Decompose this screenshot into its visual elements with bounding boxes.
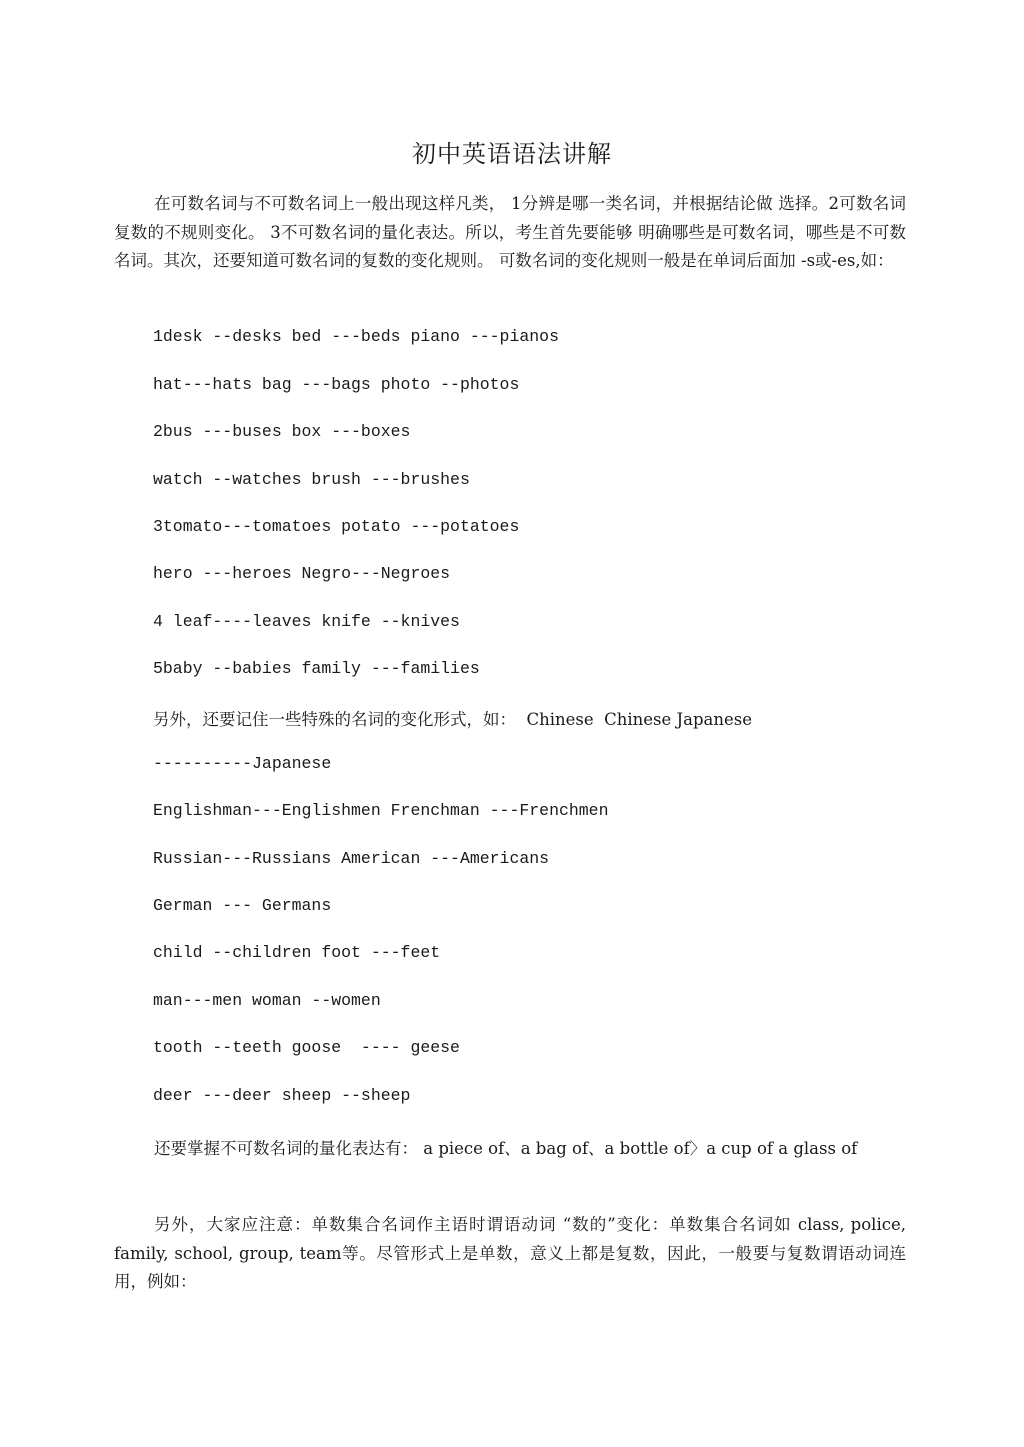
example-line: deer ---deer sheep --sheep: [153, 1086, 411, 1105]
example-line: Russian---Russians American ---Americans: [153, 849, 550, 868]
quantity-paragraph: 还要掌握不可数名词的量化表达有： a piece of、a bag of、a bottle of〉a cup of a glass of: [154, 1139, 858, 1158]
example-line: watch --watches brush ---brushes: [153, 470, 470, 489]
example-line: ----------Japanese: [153, 754, 332, 773]
special-forms-intro: 另外，还要记住一些特殊的名词的变化形式，如： Chinese Chinese Japanese: [153, 710, 753, 729]
example-line: 3tomato---tomatoes potato ---potatoes: [153, 517, 520, 536]
example-line: tooth --teeth goose ---- geese: [153, 1038, 460, 1057]
collective-noun-paragraph: 另外，大家应注意：单数集合名词作主语时谓语动词 “数的”变化：单数集合名词如 class, police, family, school, group, team等。尽管形式上是单数，意义上都是复数，因此，一般要与复数谓语动词连用，例如：: [114, 1215, 906, 1291]
example-line: 4 leaf----leaves knife --knives: [153, 612, 460, 631]
document-title: 初中英语语法讲解: [412, 140, 612, 168]
example-line: hat---hats bag ---bags photo --photos: [153, 375, 520, 394]
example-line: Englishman---Englishmen Frenchman ---Frenchmen: [153, 801, 609, 820]
example-line: man---men woman --women: [153, 991, 381, 1010]
example-line: 5baby --babies family ---families: [153, 659, 480, 678]
example-line: hero ---heroes Negro---Negroes: [153, 564, 451, 583]
example-line: German --- Germans: [153, 896, 332, 915]
example-line: 1desk --desks bed ---beds piano ---pianos: [153, 327, 559, 346]
example-line: child --children foot ---feet: [153, 943, 441, 962]
intro-paragraph: 在可数名词与不可数名词上一般出现这样凡类， 1分辨是哪一类名词，并根据结论做 选择。2可数名词复数的不规则变化。 3不可数名词的量化表达。所以，考生首先要能够 明确哪些是可数名词，哪些是不可数名词。其次，还要知道可数名词的复数的变化规则。 可数名词的变化规则一般是在单词后面加 -s或-es,如：: [114, 194, 906, 270]
example-line: 2bus ---buses box ---boxes: [153, 422, 411, 441]
